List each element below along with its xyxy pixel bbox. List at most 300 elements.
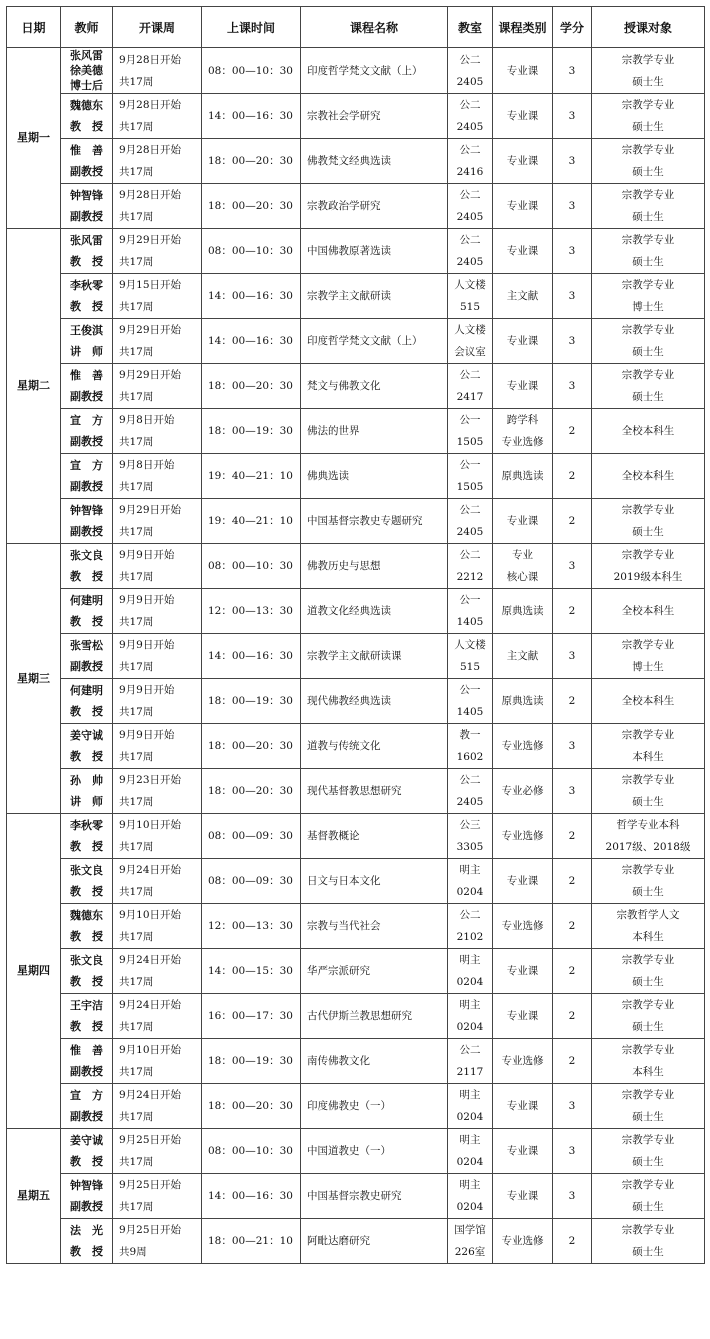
cell-line: 惟 善: [70, 369, 103, 382]
cell-line: 宗教学专业: [621, 1044, 675, 1056]
classroom-cell: [448, 769, 493, 814]
cell-line: 9月8日开始: [119, 459, 175, 471]
credit-cell: 3: [553, 364, 592, 409]
cell-line: 9月29日开始: [119, 324, 182, 336]
cell-line: 教 授: [70, 1245, 103, 1258]
target-students-cell: [592, 229, 705, 274]
class-time-cell: 14：00—16：30: [202, 274, 301, 319]
cell-line: 教 授: [70, 120, 103, 133]
cell-line: 本科生: [632, 931, 664, 943]
header-teacher: 教师: [61, 7, 113, 48]
cell-line: 张文良: [70, 954, 103, 967]
course-name-cell: 印度哲学梵文文献（上）: [301, 319, 448, 364]
target-students-cell: [592, 679, 705, 724]
cell-line: 魏德东: [70, 99, 103, 112]
start-week-cell: [113, 589, 202, 634]
cell-line: 宗教学专业: [621, 774, 675, 786]
cell-line: 9月8日开始: [119, 414, 175, 426]
start-week-cell: [113, 724, 202, 769]
course-type-cell: [493, 499, 553, 544]
cell-line: 专业课: [506, 110, 539, 122]
cell-line: 专业: [512, 549, 533, 561]
cell-line: 专业课: [506, 1010, 539, 1022]
class-time-cell: 18：00—19：30: [202, 1039, 301, 1084]
cell-line: 哲学专业本科: [616, 819, 680, 831]
credit-cell: 3: [553, 139, 592, 184]
class-time-cell: 18：00—21：10: [202, 1219, 301, 1264]
cell-line: 法 光: [70, 1224, 103, 1237]
cell-line: 明主: [459, 999, 481, 1011]
course-name-cell: 古代伊斯兰教思想研究: [301, 994, 448, 1039]
table-row: [7, 274, 705, 319]
teacher-cell: [61, 499, 113, 544]
cell-line: 人文楼: [454, 324, 486, 336]
table-row: [7, 1219, 705, 1264]
cell-line: 宗教学专业: [621, 324, 675, 336]
course-name-cell: 中国佛教原著选读: [301, 229, 448, 274]
class-time-cell: 19：40—21：10: [202, 499, 301, 544]
schedule-page: [6, 6, 704, 1264]
table-row: [7, 1084, 705, 1129]
cell-line: 副教授: [70, 480, 103, 493]
target-students-cell: [592, 1219, 705, 1264]
course-name-cell: 阿毗达磨研究: [301, 1219, 448, 1264]
target-students-cell: [592, 859, 705, 904]
cell-line: 原典选读: [501, 470, 544, 482]
cell-line: 宗教哲学人文: [616, 909, 680, 921]
cell-line: 原典选读: [501, 695, 544, 707]
cell-line: 李秋零: [70, 279, 103, 292]
cell-line: 公一: [459, 684, 481, 696]
cell-line: 本科生: [632, 1066, 664, 1078]
cell-line: 共17周: [119, 121, 154, 133]
course-type-cell: [493, 1219, 553, 1264]
credit-cell: 2: [553, 1039, 592, 1084]
teacher-cell: [61, 184, 113, 229]
start-week-cell: [113, 184, 202, 229]
classroom-cell: [448, 364, 493, 409]
start-week-cell: [113, 949, 202, 994]
start-week-cell: [113, 1174, 202, 1219]
cell-line: 博士生: [632, 301, 664, 313]
cell-line: 主文献: [506, 650, 539, 662]
cell-line: 共9周: [119, 1246, 147, 1258]
cell-line: 共17周: [119, 1021, 154, 1033]
cell-line: 共17周: [119, 1111, 154, 1123]
cell-line: 共17周: [119, 391, 154, 403]
start-week-cell: [113, 409, 202, 454]
target-students-cell: [592, 994, 705, 1039]
teacher-cell: [61, 634, 113, 679]
cell-line: 专业选修: [501, 436, 544, 448]
classroom-cell: [448, 139, 493, 184]
teacher-cell: [61, 1129, 113, 1174]
cell-line: 共17周: [119, 706, 154, 718]
cell-line: 宗教学专业: [621, 954, 675, 966]
cell-line: 教 授: [70, 570, 103, 583]
credit-cell: 2: [553, 949, 592, 994]
cell-line: 共17周: [119, 256, 154, 268]
cell-line: 教 授: [70, 615, 103, 628]
cell-line: 王宇洁: [70, 999, 103, 1012]
start-week-cell: [113, 1219, 202, 1264]
cell-line: 教 授: [70, 1155, 103, 1168]
table-row: [7, 1039, 705, 1084]
table-row: [7, 544, 705, 589]
table-row: [7, 949, 705, 994]
cell-line: 公一: [459, 459, 481, 471]
course-name-cell: 印度佛教史（一）: [301, 1084, 448, 1129]
class-time-cell: 18：00—20：30: [202, 1084, 301, 1129]
teacher-cell: [61, 1174, 113, 1219]
course-name-cell: 宗教社会学研究: [301, 94, 448, 139]
classroom-cell: [448, 634, 493, 679]
table-row: [7, 454, 705, 499]
classroom-cell: [448, 454, 493, 499]
course-name-cell: 现代基督教思想研究: [301, 769, 448, 814]
cell-line: 专业课: [506, 335, 539, 347]
cell-line: 宗教学专业: [621, 1089, 675, 1101]
course-name-cell: 中国道教史（一）: [301, 1129, 448, 1174]
start-week-cell: [113, 499, 202, 544]
cell-line: 人文楼: [454, 279, 486, 291]
cell-line: 专业选修: [501, 740, 544, 752]
cell-line: 515: [459, 661, 481, 673]
cell-line: 9月10日开始: [119, 819, 182, 831]
course-type-cell: [493, 409, 553, 454]
credit-cell: 3: [553, 724, 592, 769]
classroom-cell: [448, 499, 493, 544]
cell-line: 宗教学专业: [621, 1224, 675, 1236]
cell-line: 专业必修: [501, 785, 544, 797]
teacher-cell: [61, 544, 113, 589]
course-type-cell: [493, 48, 553, 94]
class-time-cell: 18：00—20：30: [202, 364, 301, 409]
start-week-cell: [113, 859, 202, 904]
credit-cell: 2: [553, 814, 592, 859]
cell-line: 2417: [456, 391, 484, 403]
credit-cell: 2: [553, 499, 592, 544]
header-course-type: 课程类别: [493, 7, 553, 48]
class-time-cell: 08：00—10：30: [202, 48, 301, 94]
cell-line: 226室: [454, 1246, 486, 1258]
cell-line: 9月24日开始: [119, 1089, 182, 1101]
header-classroom: 教室: [448, 7, 493, 48]
classroom-cell: [448, 48, 493, 94]
cell-line: 宗教学专业: [621, 144, 675, 156]
cell-line: 公二: [459, 144, 481, 156]
classroom-cell: [448, 274, 493, 319]
course-type-cell: [493, 724, 553, 769]
classroom-cell: [448, 319, 493, 364]
cell-line: 共17周: [119, 436, 154, 448]
cell-line: 硕士生: [632, 121, 664, 133]
cell-line: 副教授: [70, 210, 103, 223]
table-row: [7, 1174, 705, 1219]
course-type-cell: [493, 229, 553, 274]
cell-line: 宗教学专业: [621, 639, 675, 651]
cell-line: 宗教学专业: [621, 1134, 675, 1146]
course-type-cell: [493, 589, 553, 634]
class-time-cell: 08：00—09：30: [202, 859, 301, 904]
cell-line: 共17周: [119, 571, 154, 583]
target-students-cell: [592, 48, 705, 94]
class-time-cell: 18：00—20：30: [202, 139, 301, 184]
cell-line: 3305: [456, 841, 484, 853]
classroom-cell: [448, 184, 493, 229]
cell-line: 宗教学专业: [621, 279, 675, 291]
credit-cell: 2: [553, 454, 592, 499]
cell-line: 2405: [456, 526, 484, 538]
target-students-cell: [592, 364, 705, 409]
cell-line: 0204: [456, 1021, 484, 1033]
target-students-cell: [592, 1129, 705, 1174]
cell-line: 9月29日开始: [119, 369, 182, 381]
cell-line: 0204: [456, 886, 484, 898]
cell-line: 本科生: [632, 751, 664, 763]
course-type-cell: [493, 814, 553, 859]
table-row: [7, 814, 705, 859]
course-type-cell: [493, 904, 553, 949]
day-cell: 星期四: [7, 814, 61, 1129]
cell-line: 硕士生: [632, 1201, 664, 1213]
cell-line: 专业课: [506, 380, 539, 392]
table-row: [7, 94, 705, 139]
teacher-cell: [61, 1039, 113, 1084]
cell-line: 公二: [459, 774, 481, 786]
cell-line: 专业选修: [501, 1055, 544, 1067]
cell-line: 教 授: [70, 885, 103, 898]
day-cell: 星期二: [7, 229, 61, 544]
credit-cell: 2: [553, 859, 592, 904]
classroom-cell: [448, 949, 493, 994]
credit-cell: 3: [553, 184, 592, 229]
cell-line: 明主: [459, 1134, 481, 1146]
course-type-cell: [493, 1084, 553, 1129]
teacher-cell: [61, 859, 113, 904]
cell-line: 2019级本科生: [613, 571, 683, 583]
table-row: [7, 319, 705, 364]
course-type-cell: [493, 139, 553, 184]
cell-line: 硕士生: [632, 391, 664, 403]
cell-line: 9月15日开始: [119, 279, 182, 291]
class-time-cell: 08：00—09：30: [202, 814, 301, 859]
course-name-cell: 现代佛教经典选读: [301, 679, 448, 724]
teacher-cell: [61, 409, 113, 454]
classroom-cell: [448, 1039, 493, 1084]
table-row: [7, 859, 705, 904]
table-row: [7, 139, 705, 184]
class-time-cell: 08：00—10：30: [202, 544, 301, 589]
cell-line: 教 授: [70, 975, 103, 988]
cell-line: 李秋零: [70, 819, 103, 832]
cell-line: 讲 师: [70, 345, 103, 358]
course-type-cell: [493, 994, 553, 1039]
start-week-cell: [113, 139, 202, 184]
cell-line: 2117: [456, 1066, 484, 1078]
cell-line: 魏德东: [70, 909, 103, 922]
cell-line: 副教授: [70, 1200, 103, 1213]
course-type-cell: [493, 859, 553, 904]
class-time-cell: 12：00—13：30: [202, 904, 301, 949]
start-week-cell: [113, 1129, 202, 1174]
classroom-cell: [448, 679, 493, 724]
class-time-cell: 14：00—16：30: [202, 1174, 301, 1219]
course-type-cell: [493, 184, 553, 229]
teacher-cell: [61, 274, 113, 319]
cell-line: 专业课: [506, 515, 539, 527]
classroom-cell: [448, 589, 493, 634]
cell-line: 共17周: [119, 796, 154, 808]
cell-line: 专业课: [506, 965, 539, 977]
cell-line: 共17周: [119, 1066, 154, 1078]
cell-line: 共17周: [119, 976, 154, 988]
table-row: [7, 724, 705, 769]
cell-line: 公二: [459, 189, 481, 201]
day-cell: 星期五: [7, 1129, 61, 1264]
classroom-cell: [448, 544, 493, 589]
cell-line: 专业课: [506, 245, 539, 257]
cell-line: 教 授: [70, 255, 103, 268]
credit-cell: 3: [553, 94, 592, 139]
teacher-cell: [61, 319, 113, 364]
cell-line: 公三: [459, 819, 481, 831]
classroom-cell: [448, 229, 493, 274]
teacher-cell: [61, 1084, 113, 1129]
cell-line: 硕士生: [632, 796, 664, 808]
class-time-cell: 14：00—16：30: [202, 634, 301, 679]
target-students-cell: [592, 319, 705, 364]
cell-line: 教 授: [70, 840, 103, 853]
cell-line: 专业课: [506, 1190, 539, 1202]
credit-cell: 2: [553, 904, 592, 949]
credit-cell: 3: [553, 319, 592, 364]
cell-line: 9月9日开始: [119, 639, 175, 651]
header-target-students: 授课对象: [592, 7, 705, 48]
target-students-cell: [592, 904, 705, 949]
target-students-cell: [592, 634, 705, 679]
table-row: [7, 769, 705, 814]
credit-cell: 2: [553, 589, 592, 634]
classroom-cell: [448, 1084, 493, 1129]
class-time-cell: 08：00—10：30: [202, 1129, 301, 1174]
header-start-week: 开课周: [113, 7, 202, 48]
course-schedule-table: [6, 6, 705, 1264]
course-type-cell: [493, 319, 553, 364]
start-week-cell: [113, 814, 202, 859]
cell-line: 公二: [459, 99, 481, 111]
course-name-cell: 宗教学主文献研读课: [301, 634, 448, 679]
table-row: [7, 499, 705, 544]
cell-line: 宗教学专业: [621, 549, 675, 561]
cell-line: 孙 帅: [70, 774, 103, 787]
table-row: [7, 184, 705, 229]
start-week-cell: [113, 769, 202, 814]
cell-line: 公二: [459, 549, 481, 561]
cell-line: 核心课: [506, 571, 539, 583]
teacher-cell: [61, 589, 113, 634]
teacher-cell: [61, 679, 113, 724]
cell-line: 2102: [456, 931, 484, 943]
cell-line: 宣 方: [70, 459, 103, 472]
teacher-cell: [61, 1219, 113, 1264]
cell-line: 公二: [459, 53, 481, 66]
course-name-cell: 佛教历史与思想: [301, 544, 448, 589]
cell-line: 国学馆: [454, 1224, 486, 1236]
cell-line: 博士后: [70, 79, 103, 92]
cell-line: 硕士生: [632, 166, 664, 178]
class-time-cell: 18：00—20：30: [202, 769, 301, 814]
cell-line: 1405: [456, 706, 484, 718]
cell-line: 宗教学专业: [621, 729, 675, 741]
cell-line: 1505: [456, 481, 484, 493]
cell-line: 宣 方: [70, 414, 103, 427]
course-name-cell: 基督教概论: [301, 814, 448, 859]
course-name-cell: 佛教梵文经典选读: [301, 139, 448, 184]
classroom-cell: [448, 94, 493, 139]
cell-line: 宗教学专业: [621, 99, 675, 111]
cell-line: 教 授: [70, 930, 103, 943]
target-students-cell: [592, 769, 705, 814]
cell-line: 硕士生: [632, 1111, 664, 1123]
header-class-time: 上课时间: [202, 7, 301, 48]
cell-line: 硕士生: [632, 346, 664, 358]
target-students-cell: [592, 589, 705, 634]
table-row: [7, 48, 705, 94]
credit-cell: 3: [553, 274, 592, 319]
cell-line: 共17周: [119, 301, 154, 313]
table-row: [7, 229, 705, 274]
cell-line: 姜守诚: [70, 1134, 103, 1147]
day-cell: 星期一: [7, 48, 61, 229]
teacher-cell: [61, 994, 113, 1039]
classroom-cell: [448, 859, 493, 904]
table-row: [7, 679, 705, 724]
cell-line: 2416: [456, 166, 484, 178]
cell-line: 共17周: [119, 661, 154, 673]
cell-line: 宗教学专业: [621, 999, 675, 1011]
target-students-cell: [592, 184, 705, 229]
cell-line: 9月29日开始: [119, 234, 182, 246]
cell-line: 钟智锋: [70, 1179, 103, 1192]
teacher-cell: [61, 229, 113, 274]
cell-line: 钟智锋: [70, 189, 103, 202]
course-type-cell: [493, 679, 553, 724]
start-week-cell: [113, 634, 202, 679]
header-credit: 学分: [553, 7, 592, 48]
header-course-name: 课程名称: [301, 7, 448, 48]
cell-line: 515: [459, 301, 481, 313]
cell-line: 专业课: [506, 1100, 539, 1112]
cell-line: 9月25日开始: [119, 1179, 182, 1191]
start-week-cell: [113, 454, 202, 499]
cell-line: 教 授: [70, 705, 103, 718]
cell-line: 专业课: [506, 64, 539, 77]
cell-line: 教 授: [70, 300, 103, 313]
start-week-cell: [113, 679, 202, 724]
teacher-cell: [61, 94, 113, 139]
classroom-cell: [448, 1174, 493, 1219]
cell-line: 宗教学专业: [621, 1179, 675, 1191]
class-time-cell: 19：40—21：10: [202, 454, 301, 499]
cell-line: 公二: [459, 909, 481, 921]
cell-line: 共17周: [119, 75, 154, 88]
cell-line: 2212: [456, 571, 484, 583]
target-students-cell: [592, 1084, 705, 1129]
cell-line: 9月10日开始: [119, 1044, 182, 1056]
course-type-cell: [493, 364, 553, 409]
teacher-cell: [61, 769, 113, 814]
